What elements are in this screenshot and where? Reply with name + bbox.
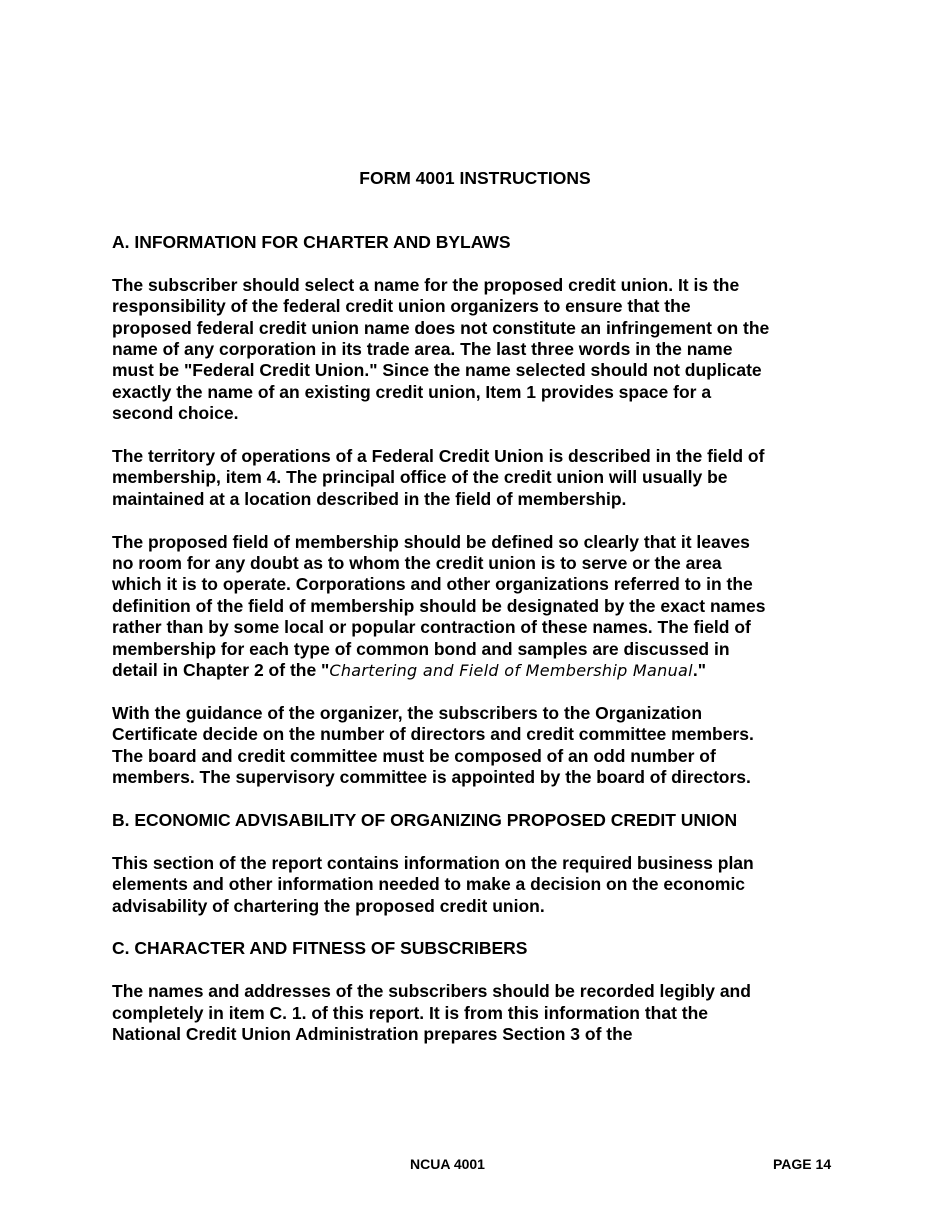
manual-title: Chartering and Field of Membership Manual bbox=[329, 661, 693, 681]
section-c-paragraph: The names and addresses of the subscribers should be recorded legibly and completely in item C. 1. of this report. It is from this information that the National Credit Union Administration prepares Section 3 of the bbox=[112, 981, 751, 1044]
section-c-heading: C. CHARACTER AND FITNESS OF SUBSCRIBERS bbox=[112, 938, 528, 959]
field-of-membership-paragraph bbox=[112, 532, 772, 682]
section-b-paragraph: This section of the report contains information on the required business plan elements and other information needed to make a decision on the economic advisability of chartering the proposed credit union. bbox=[112, 852, 754, 916]
document-body bbox=[112, 232, 772, 1067]
footer-page-number: PAGE 14 bbox=[773, 1156, 832, 1172]
section-a-heading: A. INFORMATION FOR CHARTER AND BYLAWS bbox=[112, 232, 511, 252]
name-selection-paragraph: The subscriber should select a name for the proposed credit union. It is the responsibility of the federal credit union organizers to ensure that the proposed federal credit union name does not constitute an infringement on the name of any corporation in its trade area. The last three words in the name must be "Federal Credit Union." Since the name selected should not duplicate exactly the name of an existing credit union, Item 1 provides space for a second choice. bbox=[112, 274, 770, 424]
territory-paragraph: The territory of operations of a Federal Credit Union is described in the field of membership, item 4. The principal office of the credit union will usually be maintained at a location described in the field of membership. bbox=[112, 446, 765, 509]
page-title: FORM 4001 INSTRUCTIONS bbox=[359, 168, 591, 188]
membership-paragraph-end: ." bbox=[692, 660, 707, 681]
directors-paragraph: With the guidance of the organizer, the subscribers to the Organization Certificate decide on the number of directors and credit committee members. The board and credit committee must be composed of an odd number of members. The supervisory committee is appointed by the board of directors. bbox=[112, 702, 754, 788]
membership-paragraph-text: The proposed field of membership should be defined so clearly that it leaves no room for any doubt as to whom the credit union is to serve or the area which it is to operate. Corporations and other organizations referred to in the definition of the field of membership should be designated by the exact names rather than by some local or popular contraction of these names. The field of membership for each type of common bond and samples are discussed in detail in Chapter 2 of the " bbox=[112, 531, 766, 681]
section-b-heading: B. ECONOMIC ADVISABILITY OF ORGANIZING PROPOSED CREDIT UNION bbox=[112, 809, 738, 830]
footer-form-id: NCUA 4001 bbox=[410, 1156, 485, 1172]
